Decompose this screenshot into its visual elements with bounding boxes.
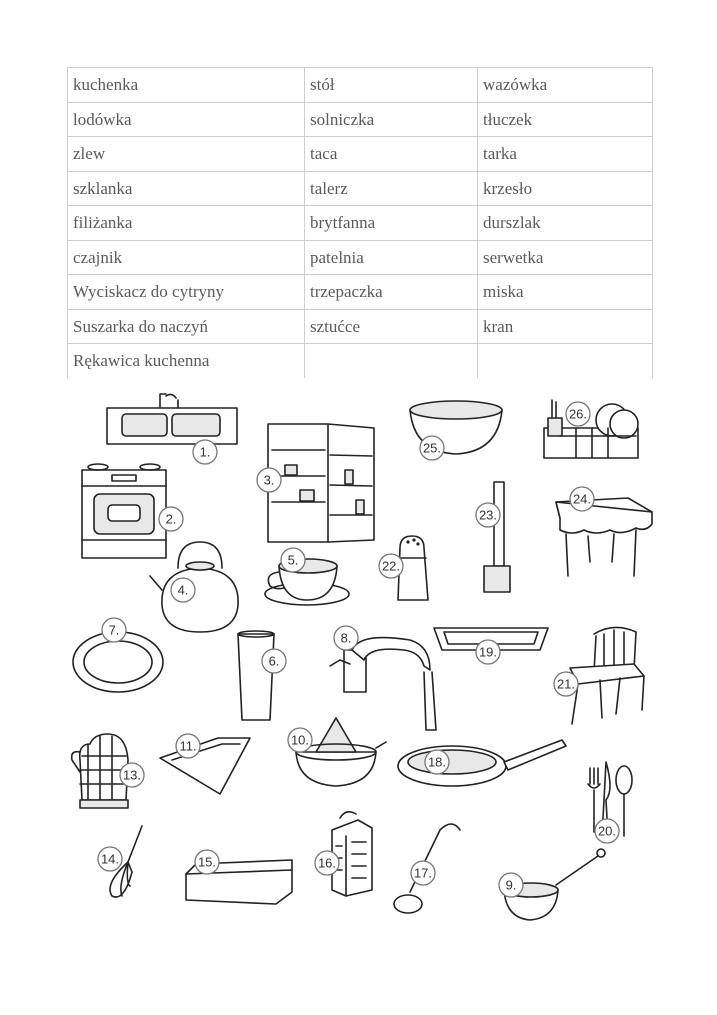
vocab-cell: filiżanka [68,206,305,241]
number-label: 18. [427,754,447,770]
vocab-cell: Suszarka do naczyń [68,309,305,344]
dish-rack-icon [544,400,638,458]
number-badge [262,649,286,673]
number-badge [420,436,444,460]
number-badge [176,734,200,758]
number-badge [257,468,281,492]
vocab-cell: Rękawica kuchenna [68,344,305,378]
number-badge [193,440,217,464]
vocab-cell: taca [305,137,478,172]
vocab-cell: stół [305,68,478,103]
vocab-cell: lodówka [68,102,305,137]
number-label: 11. [179,738,197,754]
fridge-icon [268,424,374,542]
number-label: 7. [108,622,120,638]
number-badge [281,548,305,572]
number-badge [595,819,619,843]
vocab-cell: brytfanna [305,206,478,241]
vocab-cell: szklanka [68,171,305,206]
number-badge [315,851,339,875]
number-badge [570,487,594,511]
table-icon [556,498,652,576]
number-label: 21. [556,676,576,692]
vocab-cell: tarka [478,137,653,172]
cup-icon [265,559,349,605]
vocab-cell: sztućce [305,309,478,344]
number-label: 6. [268,653,280,669]
vocab-cell: durszlak [478,206,653,241]
vocab-cell: wazówka [478,68,653,103]
number-badge [476,640,500,664]
number-badge [476,503,500,527]
vocab-cell: krzesło [478,171,653,206]
number-badge [379,554,403,578]
number-badge [411,861,435,885]
stove-icon [82,464,166,558]
chair-icon [570,627,644,724]
number-label: 1. [199,444,211,460]
number-label: 16. [317,855,337,871]
vocab-cell: trzepaczka [305,275,478,310]
number-label: 14. [100,851,120,867]
vocab-cell: miska [478,275,653,310]
faucet-icon [330,638,436,730]
number-label: 25. [422,440,442,456]
vocab-cell: talerz [305,171,478,206]
number-label: 4. [177,582,189,598]
sink-icon [107,394,237,444]
vocab-cell: kran [478,309,653,344]
vocab-cell: kuchenka [68,68,305,103]
number-label: 17. [413,865,433,881]
number-label: 5. [287,552,299,568]
vocab-cell: Wyciskacz do cytryny [68,275,305,310]
vocab-cell: zlew [68,137,305,172]
oven-mitt-icon [72,734,128,808]
number-badge [159,507,183,531]
number-label: 24. [572,491,592,507]
number-label: 10. [290,732,310,748]
frying-pan-icon [398,740,566,786]
meat-tenderizer-icon [484,482,510,592]
number-badge [499,873,523,897]
number-badge [102,618,126,642]
napkin-icon [160,738,250,794]
number-badge [120,763,144,787]
number-badge [554,672,578,696]
number-label: 20. [597,823,617,839]
glass-icon [238,631,274,720]
number-label: 8. [340,630,352,646]
number-label: 13. [122,767,142,783]
number-label: 15. [197,854,217,870]
vocab-cell: solniczka [305,102,478,137]
number-badge [566,402,590,426]
number-label: 9. [505,877,517,893]
number-label: 22. [381,558,401,574]
number-badge [171,578,195,602]
number-badge [195,850,219,874]
vocab-cell: czajnik [68,240,305,275]
number-label: 26. [568,406,588,422]
number-label: 19. [478,644,498,660]
number-badge [98,847,122,871]
grater-icon [332,812,372,896]
vocab-cell: patelnia [305,240,478,275]
number-badge [425,750,449,774]
number-label: 23. [478,507,498,523]
vocab-cell: tłuczek [478,102,653,137]
number-label: 2. [165,511,177,527]
vocab-cell: serwetka [478,240,653,275]
number-badge [334,626,358,650]
number-label: 3. [263,472,275,488]
number-badge [288,728,312,752]
lemon-squeezer-icon [296,718,386,786]
